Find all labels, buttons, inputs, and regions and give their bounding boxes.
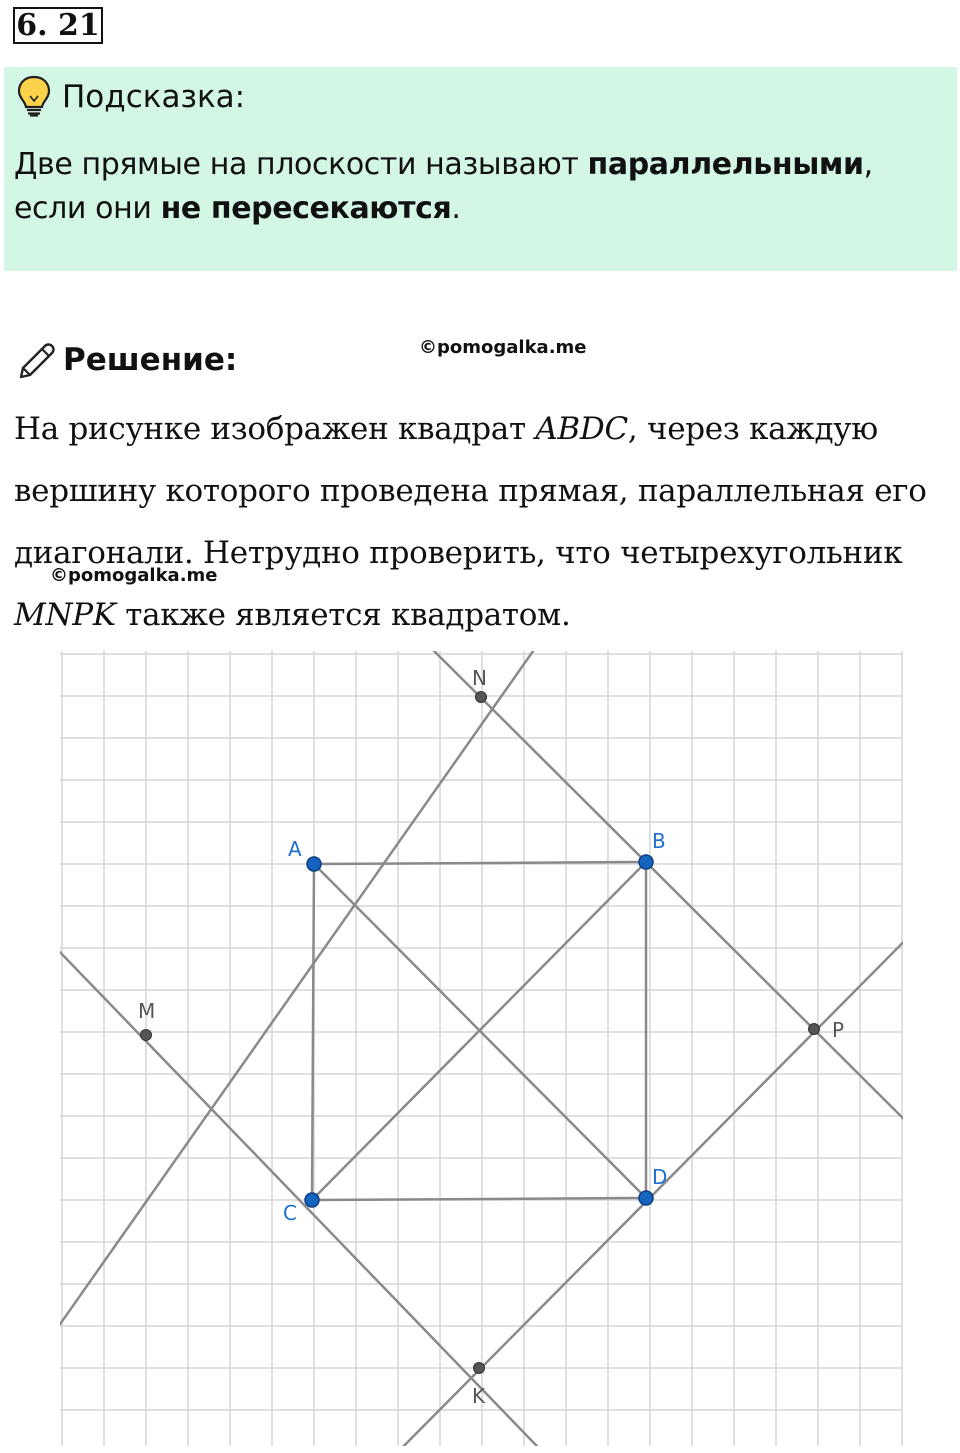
label-a: A [288,837,302,861]
point-b [639,855,653,869]
hint-text: Две прямые на плоскости называют параллельными, если они не пересекаются. [14,147,873,226]
point-d [639,1191,653,1205]
point-c [305,1193,319,1207]
line-np [410,627,960,1175]
hint-title: Подсказка: [62,79,246,115]
grid [60,651,903,1446]
point-k [474,1363,485,1374]
watermark: ©pomogalka.me [419,337,587,358]
label-c: C [283,1201,297,1225]
solution-title: Решение: [63,342,238,378]
point-m [141,1030,152,1041]
point-a [307,857,321,871]
label-n: N [472,666,487,690]
label-p: P [832,1018,845,1042]
label-k: K [472,1384,486,1408]
line-mn [0,627,550,1453]
point-n [476,692,487,703]
watermark: ©pomogalka.me [50,565,218,586]
label-d: D [652,1165,668,1189]
solution-text: На рисунке изображен квадрат ABDC, через каждую вершину которого проведена прямая, параллельная его диагонали. Нетрудно проверить, что четырехугольник MNPK также является квадратом. [14,411,927,633]
label-b: B [652,829,666,853]
label-m: M [138,999,156,1023]
problem-number: 6. 21 [13,7,103,44]
point-p [809,1024,820,1035]
